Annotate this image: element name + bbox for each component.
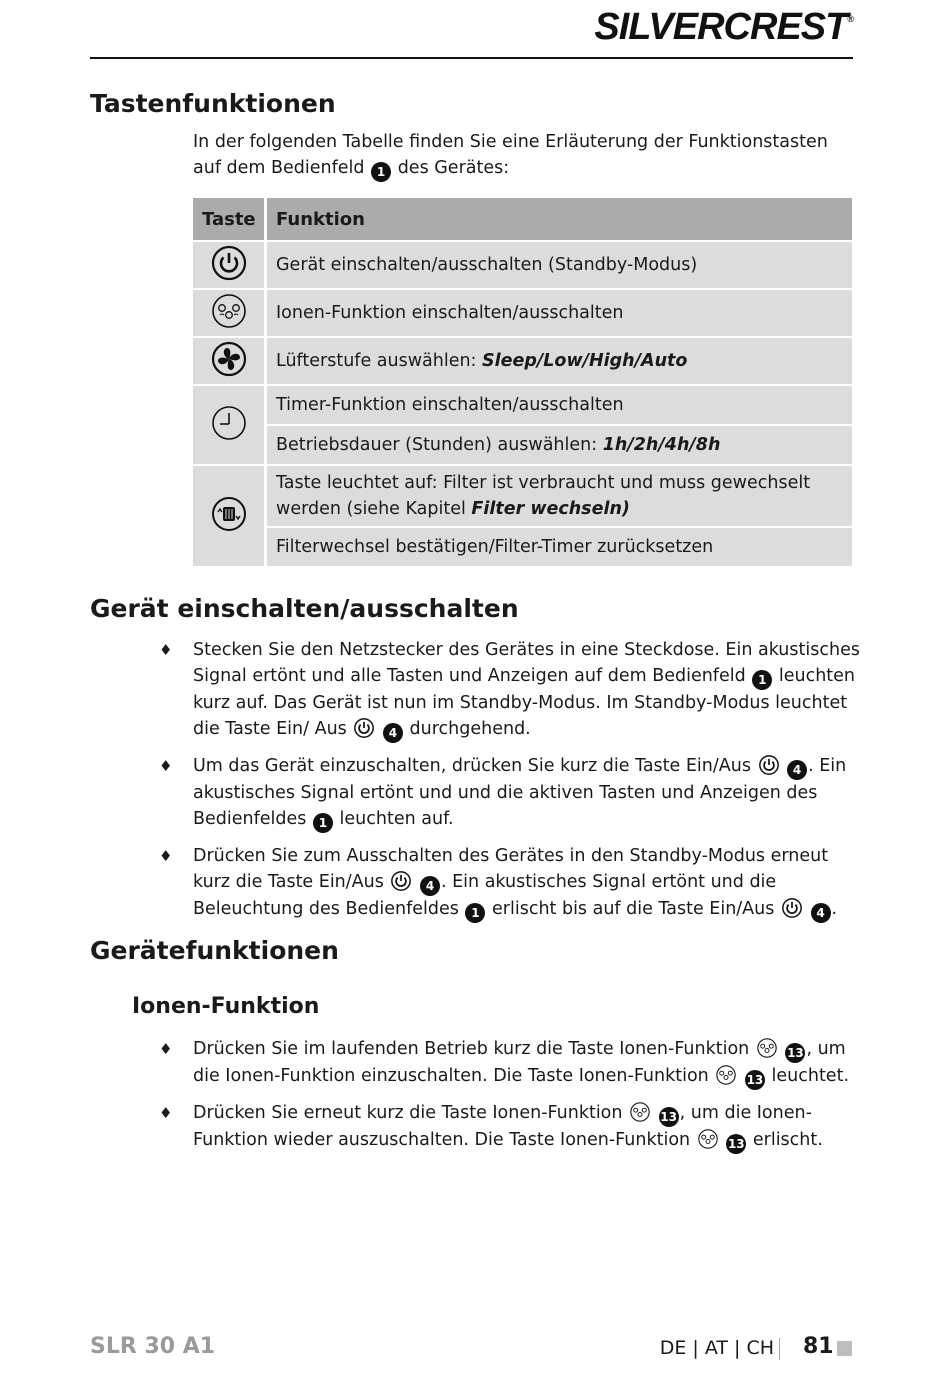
power-icon [211,245,247,281]
bullet-diamond-icon: ♦ [159,641,173,659]
ion-icon [756,1037,778,1059]
ion-icon [629,1101,651,1123]
bullet-diamond-icon: ♦ [159,757,173,775]
bullet-list-ion [159,1036,863,1164]
function-text: Taste leuchtet auf: Filter ist verbraucht und muss gewechselt werden (siehe Kapitel Filter wechseln) [267,466,852,526]
fan-icon [211,341,247,377]
column-header-function: Funktion [267,198,852,240]
ion-icon-cell [193,290,267,336]
callout-badge: 4 [383,723,403,743]
list-item: ♦ Drücken Sie zum Ausschalten des Gerätes in den Standby-Modus erneut kurz die Taste Ein/Aus 4 . Ein akustisches Signal ertönt und die Beleuchtung des Bedienfeldes 1 erlischt bis auf die Taste Ein/Aus 4 . [193,843,863,923]
bullet-diamond-icon: ♦ [159,1040,173,1058]
table-row [193,426,852,464]
section-title-geraet-einschalten: Gerät einschalten/ausschalten [90,594,519,623]
callout-badge: 1 [371,162,391,182]
subsection-title-ionen-funktion: Ionen-Funktion [132,994,320,1019]
power-icon [781,897,803,919]
footer-model-number: SLR 30 A1 [90,1334,216,1359]
section-title-geraetefunktionen: Gerätefunktionen [90,936,339,965]
footer-square-icon [837,1341,852,1356]
callout-badge: 1 [752,670,772,690]
table-row [193,242,852,288]
table-row [193,338,852,384]
callout-badge: 13 [785,1043,805,1063]
table-header-row [193,198,852,240]
ion-icon [697,1128,719,1150]
callout-badge: 4 [811,903,831,923]
list-item: ♦ Stecken Sie den Netzstecker des Gerätes in eine Steckdose. Ein akustisches Signal ertönt und alle Tasten und Anzeigen auf dem Bedienfeld 1 leuchten kurz auf. Das Gerät ist nun im Standby-Modus. Im Standby-Modus leuchtet die Taste Ein/ Aus 4 durchgehend. [193,637,863,743]
function-text: Lüfterstufe auswählen: Sleep/Low/High/Auto [267,338,852,384]
footer-languages: DE | AT | CH [659,1337,774,1359]
bullet-list-power [159,637,863,933]
power-icon [390,870,412,892]
brand-logo: SILVERCREST® [594,6,853,48]
filter-icon-cell [193,466,267,566]
list-item: ♦ Drücken Sie erneut kurz die Taste Ionen-Funktion 13 , um die Ionen-Funktion wieder auszuschalten. Die Taste Ionen-Funktion 13 erlischt. [193,1100,863,1154]
table-row [193,290,852,336]
ion-icon [715,1064,737,1086]
function-text: Filterwechsel bestätigen/Filter-Timer zurücksetzen [267,528,852,566]
callout-badge: 4 [420,876,440,896]
ion-icon [211,293,247,329]
bullet-diamond-icon: ♦ [159,847,173,865]
function-text: Ionen-Funktion einschalten/ausschalten [267,290,852,336]
function-text: Gerät einschalten/ausschalten (Standby-Modus) [267,242,852,288]
callout-badge: 13 [726,1134,746,1154]
table-row [193,386,852,424]
page-number: 81 [803,1334,834,1359]
fan-icon-cell [193,338,267,384]
callout-badge: 1 [313,813,333,833]
power-icon [353,717,375,739]
section-title-tastenfunktionen: Tastenfunktionen [90,89,336,118]
function-text: Timer-Funktion einschalten/ausschalten [267,386,852,424]
function-text: Betriebsdauer (Stunden) auswählen: 1h/2h/4h/8h [267,426,852,464]
timer-icon-cell [193,386,267,464]
column-header-key: Taste [193,198,267,240]
header-rule [90,57,853,59]
function-keys-table [193,196,852,568]
table-row [193,466,852,526]
power-icon-cell [193,242,267,288]
callout-badge: 1 [465,903,485,923]
list-item: ♦ Um das Gerät einzuschalten, drücken Sie kurz die Taste Ein/Aus 4 . Ein akustisches Signal ertönt und und die aktiven Tasten und Anzeigen des Bedienfeldes 1 leuchten auf. [193,753,863,833]
list-item: ♦ Drücken Sie im laufenden Betrieb kurz die Taste Ionen-Funktion 13 , um die Ionen-Funktion einzuschalten. Die Taste Ionen-Funktion 13 leuchtet. [193,1036,863,1090]
footer-divider [779,1338,780,1360]
timer-icon [211,405,247,441]
callout-badge: 13 [659,1107,679,1127]
callout-badge: 13 [745,1070,765,1090]
bullet-diamond-icon: ♦ [159,1104,173,1122]
intro-paragraph: In der folgenden Tabelle finden Sie eine Erläuterung der Funktionstasten auf dem Bedienfeld 1 des Gerätes: [193,129,858,182]
table-row [193,528,852,566]
power-icon [758,754,780,776]
filter-icon [211,496,247,532]
callout-badge: 4 [787,760,807,780]
